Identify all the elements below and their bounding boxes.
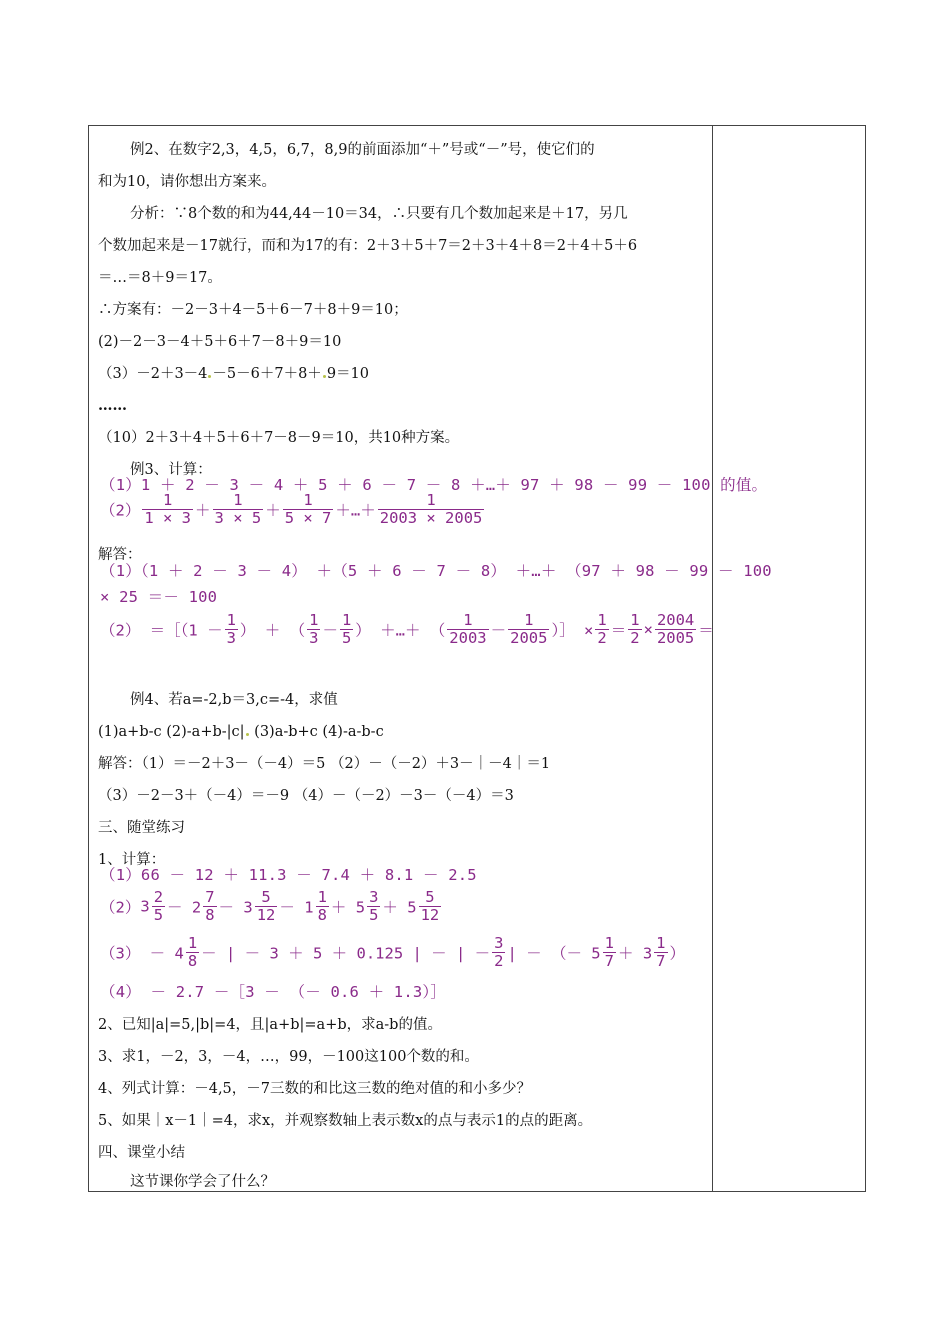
summary-heading: 四、课堂小结 (98, 1145, 185, 1161)
table-column-divider (712, 125, 713, 1192)
ex3-answer-1: （1）（1 ＋ 2 － 3 － 4） ＋（5 ＋ 6 － 7 － 8） ＋…＋ （97 ＋ 98 － 99 － 100 (100, 562, 772, 580)
fraction (654, 935, 667, 970)
minus-sign: － (322, 621, 338, 640)
ex3-problem-2-label: （2） (100, 501, 141, 520)
calc-3-middle: － | － 3 ＋ 5 ＋ 0.125 | － | － (201, 944, 491, 963)
ex3-answer-title: 解答： (98, 547, 142, 563)
numerator: 2 (153, 888, 164, 906)
fraction (628, 612, 641, 647)
fraction (655, 612, 696, 647)
denominator: 2 (494, 952, 504, 970)
practice-q3: 3、求1，－2，3，－4，…，99，－100这100个数的和。 (98, 1049, 479, 1065)
denominator: 1 × 3 (144, 509, 192, 527)
denominator: 2003 (449, 629, 487, 647)
numerator: 1 (187, 934, 198, 952)
ex2-analysis-line2: 个数加起来是－17就行，而和为17的有：2＋3＋5＋7＝2＋3＋4＋8＝2＋4＋5＋6 (98, 238, 638, 254)
denominator: 2003 × 2005 (379, 509, 483, 527)
practice-calc-4: （4） － 2.7 －［3 － （－ 0.6 ＋ 1.3）］ (100, 983, 447, 1001)
numerator: 1 (309, 611, 319, 629)
denominator: 3 (226, 629, 236, 647)
fraction (307, 612, 320, 647)
ex4-items (98, 722, 384, 742)
denominator: 5 (369, 906, 379, 924)
practice-q1: 1、计算： (98, 852, 166, 868)
equals-sign: ＝ (610, 621, 627, 640)
numerator: 7 (205, 888, 215, 906)
denominator: 2005 (510, 629, 548, 647)
ex2-solution-2: (2)－2－3－4＋5＋6＋7－8＋9＝10 (98, 334, 342, 350)
answer-2-seg-1: ） ＋ （ (239, 621, 306, 640)
denominator: 7 (604, 952, 614, 970)
ex2-solution-3 (98, 364, 369, 384)
ex4-answer-1: 解答：（1）＝－2＋3－（－4）＝5 （2）－（－2）＋3－｜－4｜＝1 (98, 756, 551, 772)
denominator: 12 (256, 906, 276, 924)
numerator: 1 (163, 491, 173, 509)
ex2-analysis-line1: 分析：∵8个数的和为44,44－10＝34，∴只要有几个数加起来是＋17，另几 (130, 206, 628, 222)
fraction (142, 492, 193, 527)
ex2-question-line2: 和为10，请你想出方案来。 (98, 174, 276, 190)
fraction (316, 889, 329, 924)
ex2-solution-3-part-a: （3）－2＋3－4 (98, 366, 208, 382)
denominator: 5 (341, 629, 352, 647)
ex4-answer-2: （3）－2－3＋（－4）＝－9 （4）－（－2）－3－（－4）＝3 (98, 788, 514, 804)
practice-calc-2 (100, 889, 443, 924)
ex3-title: 例3、计算： (130, 462, 212, 478)
fraction (203, 889, 216, 924)
fraction (186, 935, 199, 970)
fraction (213, 492, 264, 527)
fraction (492, 935, 505, 970)
denominator: 2 (597, 629, 607, 647)
denominator: 2005 (656, 629, 695, 647)
fraction (255, 889, 278, 924)
plus-sign: ＋ (265, 501, 281, 520)
denominator: 12 (420, 906, 440, 924)
numerator: 1 (463, 611, 473, 629)
calc-3-label: （3） － 4 (100, 944, 184, 963)
numerator: 1 (426, 491, 436, 509)
denominator: 5 × 7 (284, 509, 332, 527)
ex2-solution-1: ∴方案有：－2－3＋4－5＋6－7＋8＋9＝10； (98, 302, 408, 318)
denominator: 5 (153, 906, 164, 924)
practice-heading: 三、随堂练习 (98, 820, 185, 836)
equals-sign: ＝ (698, 621, 714, 640)
numerator: 1 (524, 611, 534, 629)
numerator: 5 (425, 888, 435, 906)
fraction (283, 492, 334, 527)
numerator: 2004 (656, 611, 695, 629)
fraction (603, 935, 616, 970)
practice-q5: 5、如果｜x－1｜=4，求x，并观察数轴上表示数x的点与表示1的点的距离。 (98, 1113, 593, 1129)
minus-sign: － (490, 621, 507, 640)
denominator: 8 (205, 906, 215, 924)
numerator: 5 (261, 888, 271, 906)
numerator: 1 (604, 934, 614, 952)
numerator: 3 (369, 888, 379, 906)
numerator: 1 (233, 491, 243, 509)
ex3-answer-1-cont: × 25 ＝－ 100 (100, 588, 218, 606)
denominator: 7 (656, 952, 666, 970)
numerator: 1 (597, 611, 607, 629)
numerator: 1 (317, 888, 327, 906)
ex2-solution-10: （10）2＋3＋4＋5＋6＋7－8－9＝10，共10种方案。 (98, 430, 460, 446)
calc-3-end: ） (669, 944, 686, 963)
fraction (225, 612, 238, 647)
numerator: 3 (494, 934, 504, 952)
answer-2-label: （2） ＝［（1 － (100, 621, 223, 640)
times-sign: × (643, 620, 653, 639)
ex4-question: 例4、若a=-2,b＝3,c=-4，求值 (130, 692, 338, 708)
ex2-ellipsis: …… (98, 397, 127, 414)
answer-2-seg-2: ） ＋…＋ （ (355, 621, 446, 640)
fraction (367, 889, 380, 924)
fraction (419, 889, 442, 924)
ex4-items-part-1: (1)a+b-c (2)-a+b-|c| (98, 724, 245, 740)
calc-3-middle-2: | － （－ 5 (507, 944, 601, 963)
operator-whole: ＋ 5 (382, 898, 417, 917)
fraction (378, 492, 485, 527)
denominator: 8 (187, 952, 198, 970)
plus-sign: ＋ (195, 501, 211, 520)
numerator: 1 (630, 611, 640, 629)
ex2-question-line1: 例2、在数字2,3，4,5，6,7，8,9的前面添加“＋”号或“－”号，使它们的 (130, 142, 595, 158)
numerator: 1 (341, 611, 352, 629)
operator-whole: － 2 (167, 898, 202, 917)
ex2-solution-3-part-c: 9＝10 (326, 366, 369, 382)
ex2-analysis-line3: ＝…＝8＋9＝17。 (98, 270, 222, 286)
denominator: 2 (630, 629, 640, 647)
denominator: 3 × 5 (214, 509, 262, 527)
operator-whole: ＋ 5 (330, 898, 366, 917)
ellipsis-terms: ＋…＋ (335, 501, 376, 520)
practice-q2: 2、已知|a|=5,|b|=4，且|a+b|=a+b，求a-b的值。 (98, 1017, 442, 1033)
practice-calc-1: （1）66 － 12 ＋ 11.3 － 7.4 ＋ 8.1 － 2.5 (100, 866, 477, 884)
whole-part: 3 (140, 897, 150, 916)
practice-calc-3 (100, 935, 685, 970)
ex3-problem-1: （1）1 ＋ 2 － 3 － 4 ＋ 5 ＋ 6 － 7 － 8 ＋…＋ 97 ＋ 98 － 99 － 100 的值。 (100, 476, 768, 494)
numerator: 1 (226, 611, 236, 629)
calc-3-middle-3: ＋ 3 (618, 944, 653, 963)
denominator: 8 (317, 906, 327, 924)
fraction (152, 889, 165, 924)
practice-q4: 4、列式计算：－4,5，－7三数的和比这三数的绝对值的和小多少？ (98, 1081, 532, 1097)
fraction (447, 612, 488, 647)
numerator: 1 (656, 934, 666, 952)
fraction (595, 612, 608, 647)
fraction (340, 612, 353, 647)
operator-whole: － 3 (218, 898, 253, 917)
ex3-answer-2 (100, 612, 714, 647)
ex4-items-part-2: (3)a-b+c (4)-a-b-c (254, 724, 384, 740)
operator-whole: － 1 (279, 898, 314, 917)
ex2-solution-3-part-b: －5－6＋7＋8＋ (212, 366, 322, 382)
denominator: 3 (309, 629, 319, 647)
numerator: 1 (303, 491, 313, 509)
fraction (508, 612, 549, 647)
ex3-problem-2 (100, 492, 486, 527)
summary-question: 这节课你学会了什么？ (130, 1174, 275, 1190)
answer-2-seg-3: ）］ × (551, 621, 594, 640)
calc-2-label: （2） (100, 898, 141, 917)
